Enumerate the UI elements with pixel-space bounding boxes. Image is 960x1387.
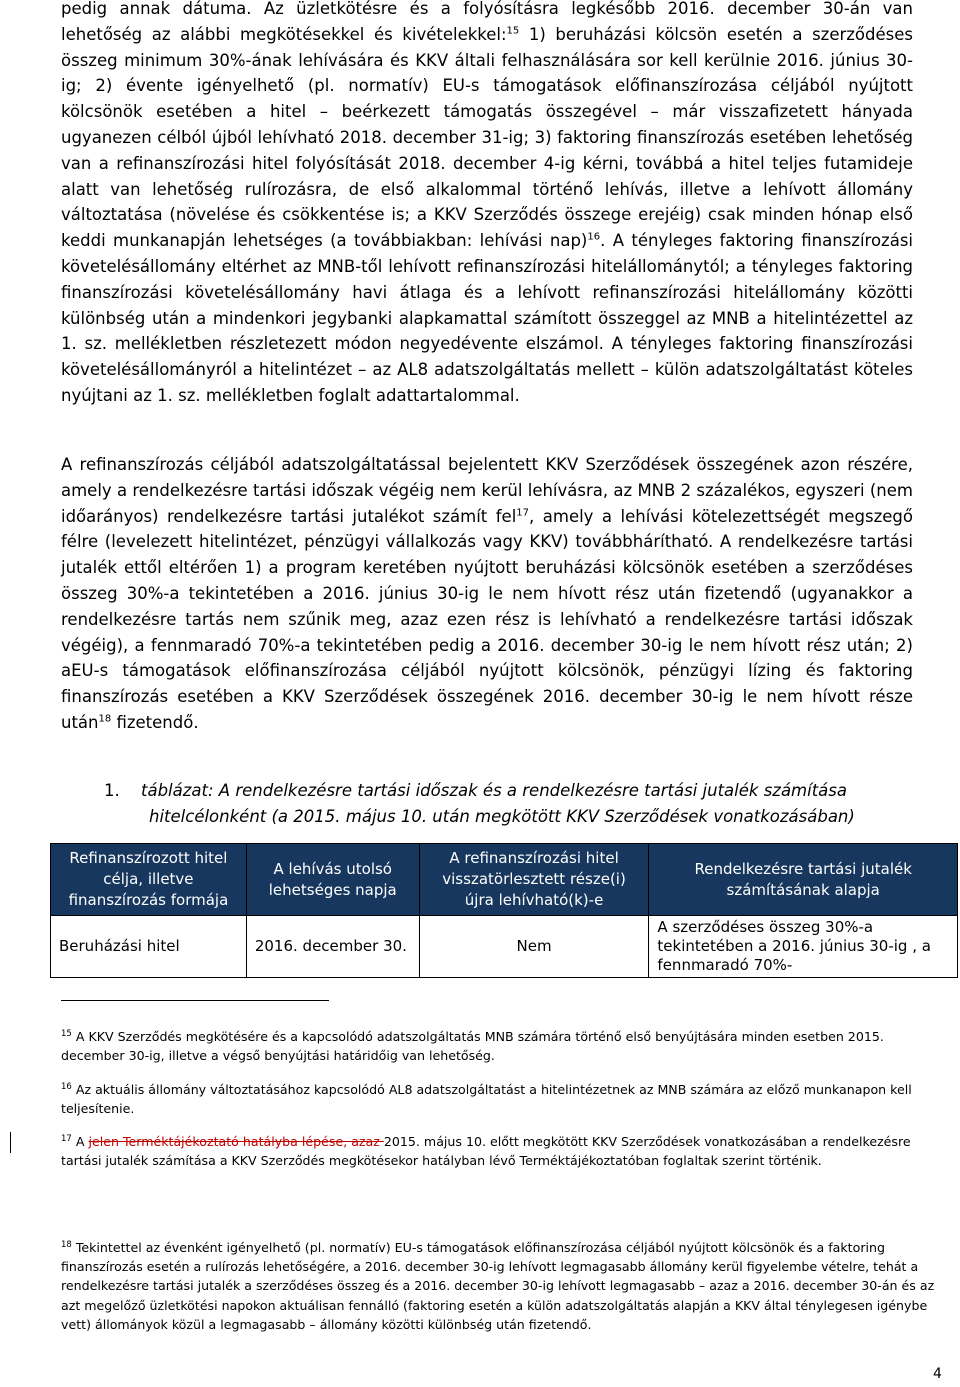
footnote-number: 16 [61, 1081, 72, 1092]
table-caption-line-2: hitelcélonként (a 2015. május 10. után megkötött KKV Szerződések vonatkozásában) [149, 807, 855, 826]
table-header-cell: Refinanszírozott hitel célja, illetve finanszírozás formája [51, 844, 247, 916]
footnote-text: A [75, 1134, 89, 1149]
footnote-number: 17 [61, 1133, 72, 1144]
revision-change-bar [10, 1132, 11, 1153]
footnote-ref-16[interactable]: 16 [587, 231, 601, 243]
paragraph-text: 1) beruházási kölcsön esetén a szerződéses összeg minimum 30%-ának lehívására és KKV általi felhasználására sor kell kerülnie 2016. június 30-ig; 2) évente igényelhető (pl. normatív) EU-s támogatások előfinanszírozása céljából nyújtott kölcsönök esetében a hitel – beérkezett támogatás összegével – már visszafizetett hányada ugyanezen célból újból lehívható 2018. december 31-ig; 3) faktoring finanszírozás esetében lehetőség van a refinanszírozási hitel folyósítását 2018. december 4-ig kérni, továbbá a hitel teljes futamideje alatt van lehetőség rulírozásra, de első alkalommal történő lehívás, illetve a lehívott állomány változtatása (növelése és csökkentése is; a KKV Szerződés összege erejéig) csak minden hónap első keddi munkanapján lehetséges (a továbbiakban: lehívási nap) [61, 24, 914, 251]
footnote-18 [61, 1238, 941, 1334]
footnote-ref-15[interactable]: 15 [506, 25, 520, 37]
footnote-number: 18 [61, 1239, 72, 1250]
paragraph-text: pedig annak dátuma. Az üzletkötésre és a folyósításra legkésőbb 2016. december 30-án van lehetőség az alábbi megkötésekkel és kivételekkel: [61, 0, 913, 44]
paragraph-text: , amely a lehívási kötelezettségét megszegő félre (levelezett hitelintézet, pénzügyi vállalkozás vagy KKV) továbbhárítható. A rendelkezésre tartási jutalék ettől eltérően 1) a program keretében nyújtott beruházási kölcsönök esetében a szerződéses összeg 30%-a tekintetében a 2016. június 30-ig le nem hívott rész után fizetendő (ugyanakkor a rendelkezésre tartás nem szűnik meg, azaz ezen rész is lehívható a rendelkezésre tartási időszak végéig), a fennmaradó 70%-a tekintetében pedig a 2016. december 30-ig le nem hívott rész után; 2) aEU-s támogatások előfinanszírozása céljából nyújtott kölcsönök, pénzügyi lízing és faktoring finanszírozás esetében a KKV Szerződések összegének 2016. december 30-ig le nem hívott része után [61, 506, 913, 732]
table-number: 1. [104, 781, 120, 800]
page-number: 4 [933, 1366, 942, 1382]
table-cell: A szerződéses összeg 30%-a tekintetében a 2016. június 30-ig , a fennmaradó 70%- [649, 916, 958, 978]
table-caption-line-1: táblázat: A rendelkezésre tartási időszak és a rendelkezésre tartási jutalék számítása [141, 781, 848, 800]
footnote-16 [61, 1080, 941, 1118]
footnote-ref-18[interactable]: 18 [98, 713, 112, 725]
body-paragraph-2 [61, 452, 913, 736]
footnote-15 [61, 1027, 941, 1065]
table-caption [104, 778, 934, 830]
table-cell: 2016. december 30. [246, 916, 419, 978]
footnote-ref-17[interactable]: 17 [516, 507, 530, 519]
footnote-text: 2015. május 10. előtt megkötött KKV Szerződések vonatkozásában a rendelkezésre tartási jutalék számítása a KKV Szerződés megkötésekor hatályban lévő Terméktájékoztatóban foglaltak szerint történik. [61, 1134, 911, 1169]
deleted-text: jelen Terméktájékoztató hatályba lépése, azaz [88, 1134, 384, 1149]
footnote-text: Tekintettel az évenként igényelhető (pl. normatív) EU-s támogatások előfinanszírozása céljából nyújtott kölcsönök és a faktoring finanszírozás esetén a rulírozás lehetőségére, a 2016. december 30-ig lehívott legmagasabb állomány kerül figyelembe vételre, tehát a rendelkezésre tartási jutalék a szerződéses összeg és a 2016. december 30-ig lehívott legmagasabb – azaz a 2016. december 30-án és az azt megelőző üzletkötési napokon aktuálisan fennálló (faktoring esetén a külön adatszolgáltatás alapján a KKV által ténylegesen igénybe vett) állományok közül a legmagasabb – állomány közötti különbség után fizetendő. [61, 1240, 935, 1332]
footnote-17 [61, 1132, 941, 1170]
footnote-number: 15 [61, 1028, 72, 1039]
paragraph-text: A refinanszírozás céljából adatszolgáltatással bejelentett KKV Szerződések összegének azon részére, amely a rendelkezésre tartási időszak végéig nem kerül lehívásra, az MNB 2 százalékos, egyszeri (nem időarányos) rendelkezésre tartási jutalékot számít fel [61, 455, 913, 526]
body-paragraph-1 [61, 0, 913, 409]
commitment-fee-table [50, 843, 958, 978]
table-row [51, 916, 958, 978]
footnote-separator [61, 1000, 329, 1001]
paragraph-text: . A tényleges faktoring finanszírozási követelésállomány eltérhet az MNB-től lehívott refinanszírozási hitelállománytól; a tényleges faktoring finanszírozási követelésállomány havi átlaga és a lehívott refinanszírozási hitelállomány közötti különbség után a mindenkori jegybanki alapkamattal számított összeggel az MNB a hitelintézettel az 1. sz. mellékletben részletezett módon negyedévente elszámol. A tényleges faktoring finanszírozási követelésállományról a hitelintézet – az AL8 adatszolgáltatás mellett – külön adatszolgáltatást köteles nyújtani az 1. sz. mellékletben foglalt adattartalommal. [61, 231, 913, 405]
table-header-row [51, 844, 958, 916]
table-header-cell: Rendelkezésre tartási jutalék számításának alapja [649, 844, 958, 916]
table-cell: Beruházási hitel [51, 916, 247, 978]
footnote-text: A KKV Szerződés megkötésére és a kapcsolódó adatszolgáltatás MNB számára történő első benyújtására minden esetben 2015. december 30-ig, illetve a végső benyújtási határidőig van lehetőség. [61, 1029, 884, 1064]
table-cell: Nem [419, 916, 649, 978]
footnote-text: Az aktuális állomány változtatásához kapcsolódó AL8 adatszolgáltatást a hitelintézetnek az MNB számára az előző munkanapon kell teljesítenie. [61, 1082, 912, 1117]
paragraph-text: fizetendő. [111, 712, 199, 732]
table-header-cell: A refinanszírozási hitel visszatörlesztett része(i) újra lehívható(k)-e [419, 844, 649, 916]
table-header-cell: A lehívás utolsó lehetséges napja [246, 844, 419, 916]
